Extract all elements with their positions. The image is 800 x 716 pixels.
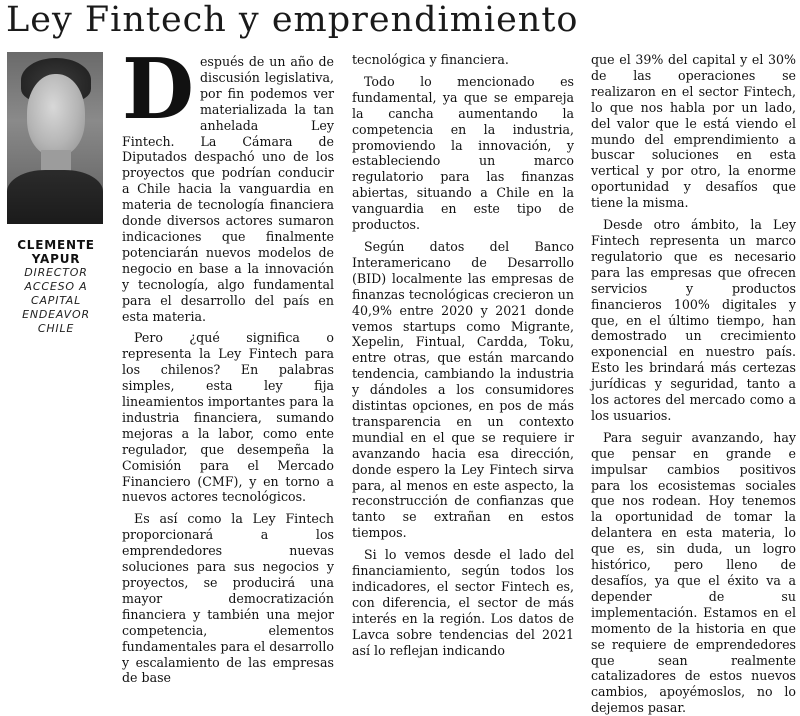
paragraph: Es así como la Ley Fintech proporcionará a los emprendedores nuevas soluciones para sus negocios y proyectos, se producirá una mayor democratización financiera y también una mejor competencia, elementos fundamentales para el desarrollo y escalamiento de las empresas de base xyxy=(122,511,334,686)
author-role: CHILE xyxy=(37,322,75,335)
paragraph: Si lo vemos desde el lado del financiamiento, según todos los indicadores, el sector Fintech es, con diferencia, el sector de más interés en la región. Los datos de Lavca sobre tendencias del 2021 así lo reflejan indicando xyxy=(352,547,574,658)
paragraph: Según datos del Banco Interamericano de Desarrollo (BID) localmente las empresas de finanzas tecnológicas crecieron un 40,9% entre 2020 y 2021 donde vemos startups como Migrante, Xepelin, Fintual, Cardda, Toku, entre otras, que están marcando tendencia, cambiando la industria y dándoles a los consumidores distintas opciones, en pos de más transparencia en un contexto mundial en el que se requiere ir avanzando hacia esa dirección, donde espero la Ley Fintech sirva para, al menos en este aspecto, la reconstrucción de confianzas que tanto se extrañan en estos tiempos. xyxy=(352,238,574,541)
paragraph: que el 39% del capital y el 30% de las operaciones se realizaron en el sector Fintech, lo que nos habla por un lado, del valor que le está viendo el mundo del emprendimiento a buscar soluciones en esta vertical y por otro, la enorme oportunidad y desafíos que tiene la misma. xyxy=(591,52,796,211)
article-column-1 xyxy=(122,40,334,686)
paragraph: Pero ¿qué significa o representa la Ley Fintech para los chilenos? En palabras simples, esta ley fija lineamientos importantes para la industria financiera, sumando mejoras a la labor, como ente regulador, que desempeña la Comisión para el Mercado Financiero (CMF), y en torno a nuevos actores tecnológicos. xyxy=(122,330,334,505)
author-role: ACCESO A xyxy=(24,280,88,293)
paragraph: tecnológica y financiera. xyxy=(352,52,509,67)
paragraph: Desde otro ámbito, la Ley Fintech representa un marco regulatorio que es necesario para las empresas que ofrecen servicios y productos financieros 100% digitales y que, en el último tiempo, han demostrado un crecimiento exponencial en nuestro país. Esto les brindará más certezas jurídicas y seguridad, tanto a los actores del mercado como a los usuarios. xyxy=(591,217,796,423)
headline: Ley Fintech y emprendimiento xyxy=(6,0,579,40)
paragraph: Todo lo mencionado es fundamental, ya que se empareja la cancha aumentando la competencia en la industria, promoviendo la innovación, y estableciendo un marco regulatorio para las finanzas abiertas, situando a Chile en la vanguardia en este tipo de productos. xyxy=(352,73,574,233)
author-surname: YAPUR xyxy=(31,252,81,266)
author-role: CAPITAL xyxy=(30,294,82,307)
paragraph: Para seguir avanzando, hay que pensar en grande e impulsar cambios positivos para los ecosistemas sociales que nos rodean. Hoy tenemos la oportunidad de tomar la delantera en esta materia, lo que es, sin duda, un logro histórico, pero lleno de desafíos, ya que el éxito va a depender de su implementación. Estamos en el momento de la historia en que se requiere de emprendedores que sean realmente catalizadores de estos nuevos cambios, apoyémoslos, no lo dejemos pasar. xyxy=(591,429,796,716)
author-byline xyxy=(4,238,108,336)
author-name: CLEMENTE xyxy=(17,238,95,252)
article-column-2 xyxy=(352,52,574,658)
article-column-3 xyxy=(591,52,796,716)
author-role: ENDEAVOR xyxy=(22,308,90,321)
author-photo xyxy=(7,52,103,224)
author-role: DIRECTOR xyxy=(24,266,88,279)
paragraph: Después de un año de discusión legislativa, por fin podemos ver materializada la tan anhelada Ley Fintech. La Cámara de Diputados despachó uno de los proyectos que podrían conducir a Chile hacia la vanguardia en materia de tecnología financiera donde diversos actores sumaron indicaciones que finalmente potenciarán nuevos modelos de negocio en base a la innovación y tecnología, algo fundamental para el desarrollo del país en esta materia. xyxy=(122,40,334,324)
drop-cap: D xyxy=(122,40,194,138)
